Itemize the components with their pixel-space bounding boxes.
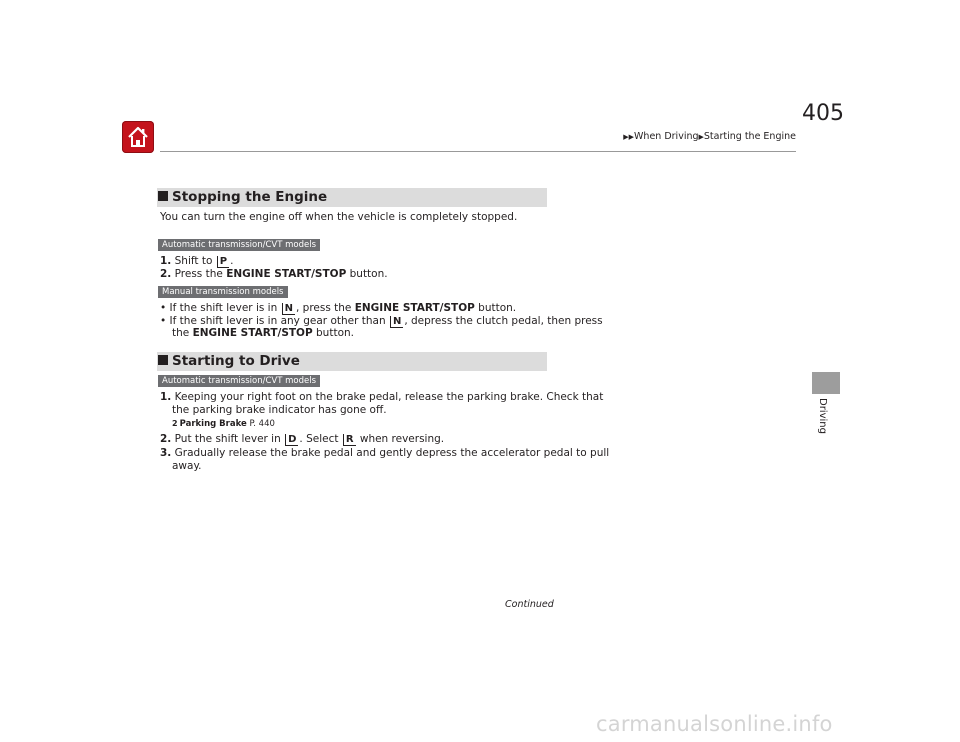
shift-key-r: R xyxy=(343,434,356,446)
square-bullet-icon xyxy=(158,191,168,201)
model-tag-auto-2: Automatic transmission/CVT models xyxy=(158,375,320,387)
starting-step-3-line2: away. xyxy=(172,460,202,472)
shift-key-d: D xyxy=(285,434,298,446)
model-tag-manual: Manual transmission models xyxy=(158,286,288,298)
section-title-starting: Starting to Drive xyxy=(158,353,300,369)
breadcrumb-separator-icon: ▶ xyxy=(698,133,704,141)
home-button[interactable] xyxy=(122,121,154,153)
side-tab-driving[interactable]: Driving xyxy=(817,398,828,434)
side-tab-marker xyxy=(812,372,840,394)
shift-key-n: N xyxy=(282,303,295,315)
bullet-icon: • xyxy=(160,302,167,314)
stopping-step-2: 2. Press the ENGINE START/STOP button. xyxy=(160,268,388,280)
stopping-intro: You can turn the engine off when the vehicle is completely stopped. xyxy=(160,211,518,223)
breadcrumb-arrow-icon: ▶▶ xyxy=(623,133,635,141)
section-title-stopping: Stopping the Engine xyxy=(158,189,327,205)
continued-label: Continued xyxy=(505,599,554,610)
breadcrumb xyxy=(623,131,796,142)
shift-key-p: P xyxy=(217,256,229,268)
reference-arrow-icon: 2 xyxy=(172,419,178,428)
home-icon xyxy=(125,124,151,150)
model-tag-auto: Automatic transmission/CVT models xyxy=(158,239,320,251)
stopping-bullet-2-line2: the ENGINE START/STOP button. xyxy=(172,327,354,339)
stopping-step-1: 1. Shift to P . xyxy=(160,255,234,267)
bullet-icon: • xyxy=(160,315,167,327)
breadcrumb-link-when-driving[interactable]: When Driving xyxy=(634,131,699,142)
starting-step-1-line2: the parking brake indicator has gone off. xyxy=(172,404,387,416)
square-bullet-icon xyxy=(158,355,168,365)
shift-key-n: N xyxy=(390,316,403,328)
starting-step-2: 2. Put the shift lever in D . Select R when reversing. xyxy=(160,433,445,445)
watermark: carmanualsonline.info xyxy=(596,712,833,736)
parking-brake-reference-link[interactable]: 2 Parking Brake P. 440 xyxy=(172,419,275,429)
starting-step-3: 3. Gradually release the brake pedal and gently depress the accelerator pedal to pull xyxy=(160,447,610,459)
page-number: 405 xyxy=(802,101,844,126)
breadcrumb-current: Starting the Engine xyxy=(703,131,796,142)
stopping-bullet-1: • If the shift lever is in N , press the ENGINE START/STOP button. xyxy=(160,302,517,314)
stopping-bullet-2: • If the shift lever is in any gear other than N , depress the clutch pedal, then press xyxy=(160,315,603,327)
header-divider xyxy=(160,151,796,152)
starting-step-1: 1. Keeping your right foot on the brake pedal, release the parking brake. Check that xyxy=(160,391,604,403)
